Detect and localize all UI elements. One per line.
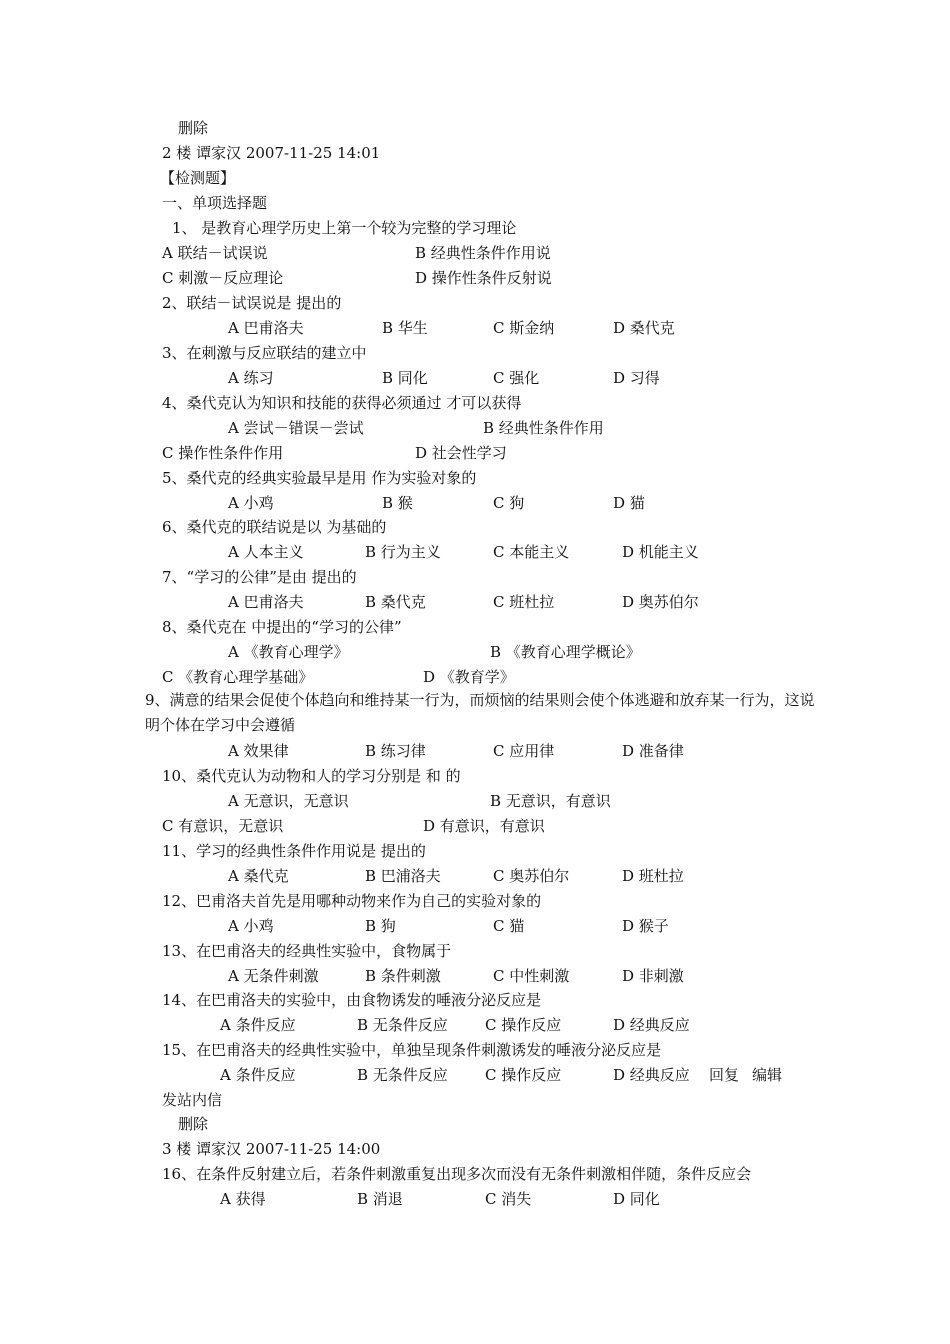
question-9-option-c: C 应用律 — [493, 742, 555, 760]
question-2-option-a: A 巴甫洛夫 — [228, 319, 304, 337]
question-6-option-d: D 机能主义 — [622, 543, 699, 561]
question-8-option-a: A 《教育心理学》 — [228, 643, 349, 661]
question-15-option-a: A 条件反应 — [220, 1066, 296, 1084]
question-11-stem: 11、学习的经典性条件作用说是 提出的 — [162, 842, 426, 860]
edit-link[interactable]: 编辑 — [752, 1066, 783, 1084]
question-11-option-d: D 班杜拉 — [622, 867, 684, 885]
question-7-option-c: C 班杜拉 — [493, 593, 555, 611]
question-5-option-c: C 狗 — [493, 494, 525, 512]
question-7-option-b: B 桑代克 — [365, 593, 426, 611]
question-1-option-a: A 联结－试误说 — [162, 244, 268, 262]
question-16-option-c: C 消失 — [485, 1190, 532, 1208]
delete-link-floor-2[interactable]: 删除 — [178, 1115, 209, 1133]
question-15-option-c: C 操作反应 — [485, 1066, 562, 1084]
question-4-option-d: D 社会性学习 — [415, 444, 507, 462]
question-8-option-c: C 《教育心理学基础》 — [162, 668, 314, 686]
question-1-stem: 1、 是教育心理学历史上第一个较为完整的学习理论 — [172, 219, 517, 237]
question-10-stem: 10、桑代克认为动物和人的学习分别是 和 的 — [162, 767, 461, 785]
question-3-option-a: A 练习 — [228, 369, 274, 387]
question-14-option-c: C 操作反应 — [485, 1016, 562, 1034]
question-12-stem: 12、巴甫洛夫首先是用哪种动物来作为自己的实验对象的 — [162, 892, 542, 910]
question-10-option-d: D 有意识，有意识 — [423, 817, 545, 835]
question-15-option-b: B 无条件反应 — [357, 1066, 448, 1084]
question-7-option-d: D 奥苏伯尔 — [622, 593, 699, 611]
question-4-option-b: B 经典性条件作用 — [483, 419, 604, 437]
part-title: 一、单项选择题 — [162, 194, 268, 212]
question-13-option-d: D 非刺激 — [622, 967, 684, 985]
send-message-link[interactable]: 发站内信 — [162, 1091, 223, 1109]
question-12-option-b: B 狗 — [365, 917, 396, 935]
question-3-option-b: B 同化 — [382, 369, 428, 387]
question-6-option-a: A 人本主义 — [228, 543, 304, 561]
question-10-option-b: B 无意识，有意识 — [490, 792, 611, 810]
question-12-option-a: A 小鸡 — [228, 917, 274, 935]
question-8-option-d: D 《教育学》 — [423, 668, 515, 686]
question-5-option-a: A 小鸡 — [228, 494, 274, 512]
question-15-stem: 15、在巴甫洛夫的经典性实验中，单独呈现条件刺激诱发的唾液分泌反应是 — [162, 1041, 662, 1059]
question-6-option-b: B 行为主义 — [365, 543, 441, 561]
section-title: 【检测题】 — [160, 169, 236, 187]
question-5-stem: 5、桑代克的经典实验最早是用 作为实验对象的 — [162, 469, 477, 487]
question-9-option-a: A 效果律 — [228, 742, 289, 760]
question-3-option-c: C 强化 — [493, 369, 540, 387]
question-8-option-b: B 《教育心理学概论》 — [490, 643, 641, 661]
question-4-option-c: C 操作性条件作用 — [162, 444, 284, 462]
question-13-option-a: A 无条件刺激 — [228, 967, 319, 985]
question-3-option-d: D 习得 — [613, 369, 660, 387]
question-11-option-c: C 奥苏伯尔 — [493, 867, 570, 885]
question-2-option-c: C 斯金纳 — [493, 319, 555, 337]
question-2-option-b: B 华生 — [382, 319, 428, 337]
question-12-option-d: D 猴子 — [622, 917, 669, 935]
question-9-stem: 9、满意的结果会促使个体趋向和维持某一行为，而烦恼的结果则会使个体逃避和放弃某一行为，这说明个体在学习中会遵循 — [145, 691, 815, 734]
question-16-option-d: D 同化 — [613, 1190, 660, 1208]
question-7-stem: 7、“学习的公律”是由 提出的 — [162, 568, 357, 586]
question-1-option-c: C 刺激－反应理论 — [162, 269, 284, 287]
question-13-stem: 13、在巴甫洛夫的经典性实验中，食物属于 — [162, 942, 452, 960]
reply-link[interactable]: 回复 — [709, 1066, 740, 1084]
question-16-option-b: B 消退 — [357, 1190, 403, 1208]
question-10-option-a: A 无意识，无意识 — [228, 792, 349, 810]
question-6-option-c: C 本能主义 — [493, 543, 570, 561]
post-header-floor-2: 2 楼 谭家汉 2007-11-25 14:01 — [162, 144, 381, 162]
question-5-option-b: B 猴 — [382, 494, 413, 512]
question-14-option-a: A 条件反应 — [220, 1016, 296, 1034]
question-9-option-b: B 练习律 — [365, 742, 426, 760]
question-14-stem: 14、在巴甫洛夫的实验中，由食物诱发的唾液分泌反应是 — [162, 991, 542, 1009]
question-4-stem: 4、桑代克认为知识和技能的获得必须通过 才可以获得 — [162, 394, 522, 412]
question-2-option-d: D 桑代克 — [613, 319, 675, 337]
question-16-stem: 16、在条件反射建立后，若条件刺激重复出现多次而没有无条件刺激相伴随，条件反应会 — [162, 1165, 752, 1183]
question-10-option-c: C 有意识，无意识 — [162, 817, 284, 835]
question-14-option-b: B 无条件反应 — [357, 1016, 448, 1034]
question-15-option-d: D 经典反应 — [613, 1066, 690, 1084]
question-8-stem: 8、桑代克在 中提出的“学习的公律” — [162, 618, 402, 636]
question-3-stem: 3、在刺激与反应联结的建立中 — [162, 344, 367, 362]
question-1-option-d: D 操作性条件反射说 — [415, 269, 552, 287]
question-13-option-b: B 条件刺激 — [365, 967, 441, 985]
question-2-stem: 2、联结－试误说是 提出的 — [162, 294, 342, 312]
delete-link[interactable]: 删除 — [178, 119, 209, 137]
question-14-option-d: D 经典反应 — [613, 1016, 690, 1034]
question-5-option-d: D 猫 — [613, 494, 645, 512]
question-6-stem: 6、桑代克的联结说是以 为基础的 — [162, 518, 387, 536]
question-9-option-d: D 准备律 — [622, 742, 684, 760]
question-11-option-a: A 桑代克 — [228, 867, 289, 885]
question-13-option-c: C 中性刺激 — [493, 967, 570, 985]
question-4-option-a: A 尝试－错误－尝试 — [228, 419, 364, 437]
question-1-option-b: B 经典性条件作用说 — [415, 244, 551, 262]
question-7-option-a: A 巴甫洛夫 — [228, 593, 304, 611]
question-16-option-a: A 获得 — [220, 1190, 266, 1208]
post-header-floor-3: 3 楼 谭家汉 2007-11-25 14:00 — [162, 1140, 381, 1158]
question-12-option-c: C 猫 — [493, 917, 525, 935]
question-11-option-b: B 巴浦洛夫 — [365, 867, 441, 885]
